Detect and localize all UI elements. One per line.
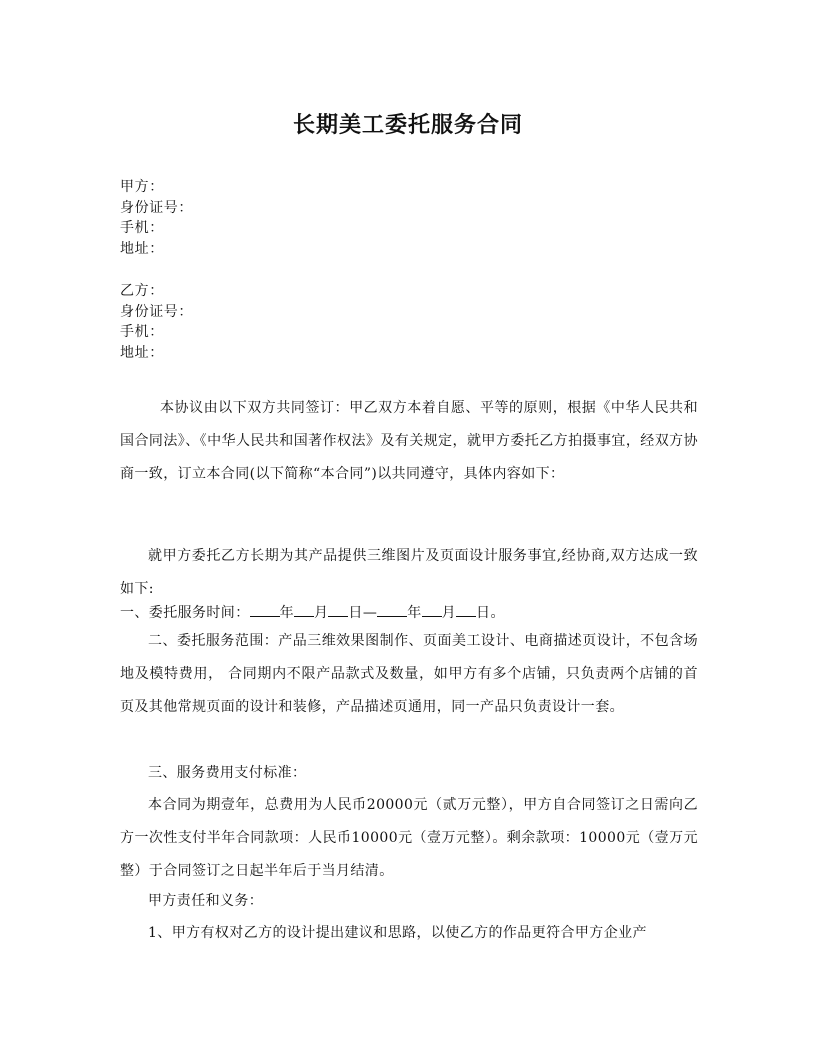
party-a-name-label: 甲方：	[120, 179, 164, 195]
party-a-address-label: 地址：	[120, 240, 164, 257]
term-end-day: 日。	[476, 605, 505, 621]
party-b-id-label: 身份证号：	[120, 303, 193, 320]
term-dash: —	[362, 605, 378, 621]
end-day-blank	[456, 602, 476, 617]
intro-paragraph: 本协议由以下双方共同签订：甲乙双方本着自愿、平等的原则，根据《中华人民共和国合同法》、《中华人民共和国著作权法》及有关规定，就甲方委托乙方拍摄事宜，经双方协商一致，订立本合同(以下简称“本合同”)以共同遵守，具体内容如下：	[120, 400, 698, 482]
party-a-duty-item-1: 1、甲方有权对乙方的设计提出建议和思路，以使乙方的作品更符合甲方企业产	[148, 925, 647, 941]
party-a-id-label: 身份证号：	[120, 199, 193, 216]
end-month-blank	[422, 602, 442, 617]
start-month-blank	[294, 602, 314, 617]
term-prefix: 一、委托服务时间：	[120, 605, 250, 621]
agreement-paragraph: 就甲方委托乙方长期为其产品提供三维图片及页面设计服务事宜,经协商,双方达成一致如下:	[120, 548, 698, 597]
party-b-phone-label: 手机：	[120, 324, 164, 340]
fee-heading: 三、服务费用支付标准：	[148, 765, 307, 781]
party-b-address-label: 地址：	[120, 344, 164, 361]
end-year-blank	[377, 602, 407, 617]
term-end-month: 月	[441, 605, 457, 621]
party-a-phone-label: 手机：	[120, 220, 164, 236]
start-day-blank	[328, 602, 348, 617]
term-day: 日	[348, 605, 363, 621]
party-a-duty-heading: 甲方责任和义务：	[148, 893, 264, 909]
party-b-name-label: 乙方：	[120, 283, 164, 299]
party-b-block	[120, 281, 193, 363]
term-year: 年	[279, 605, 295, 621]
party-a-block	[120, 177, 193, 259]
fee-paragraph: 本合同为期壹年，总费用为人民币20000元（贰万元整），甲方自合同签订之日需向乙方一次性支付半年合同款项：人民币10000元（壹万元整）。剩余款项：10000元（壹万元整）于合同签订之日起半年后于当月结清。	[120, 797, 698, 879]
term-end-year: 年	[407, 605, 422, 621]
service-scope-paragraph: 二、委托服务范围：产品三维效果图制作、页面美工设计、电商描述页设计，不包含场地及模特费用， 合同期内不限产品款式及数量，如甲方有多个店铺，只负责两个店铺的首页及其他常规页面的设计和装修，产品描述页通用，同一产品只负责设计一套。	[120, 633, 698, 715]
term-month: 月	[314, 605, 329, 621]
start-year-blank	[250, 602, 280, 617]
contract-title: 长期美工委托服务合同	[292, 112, 523, 138]
